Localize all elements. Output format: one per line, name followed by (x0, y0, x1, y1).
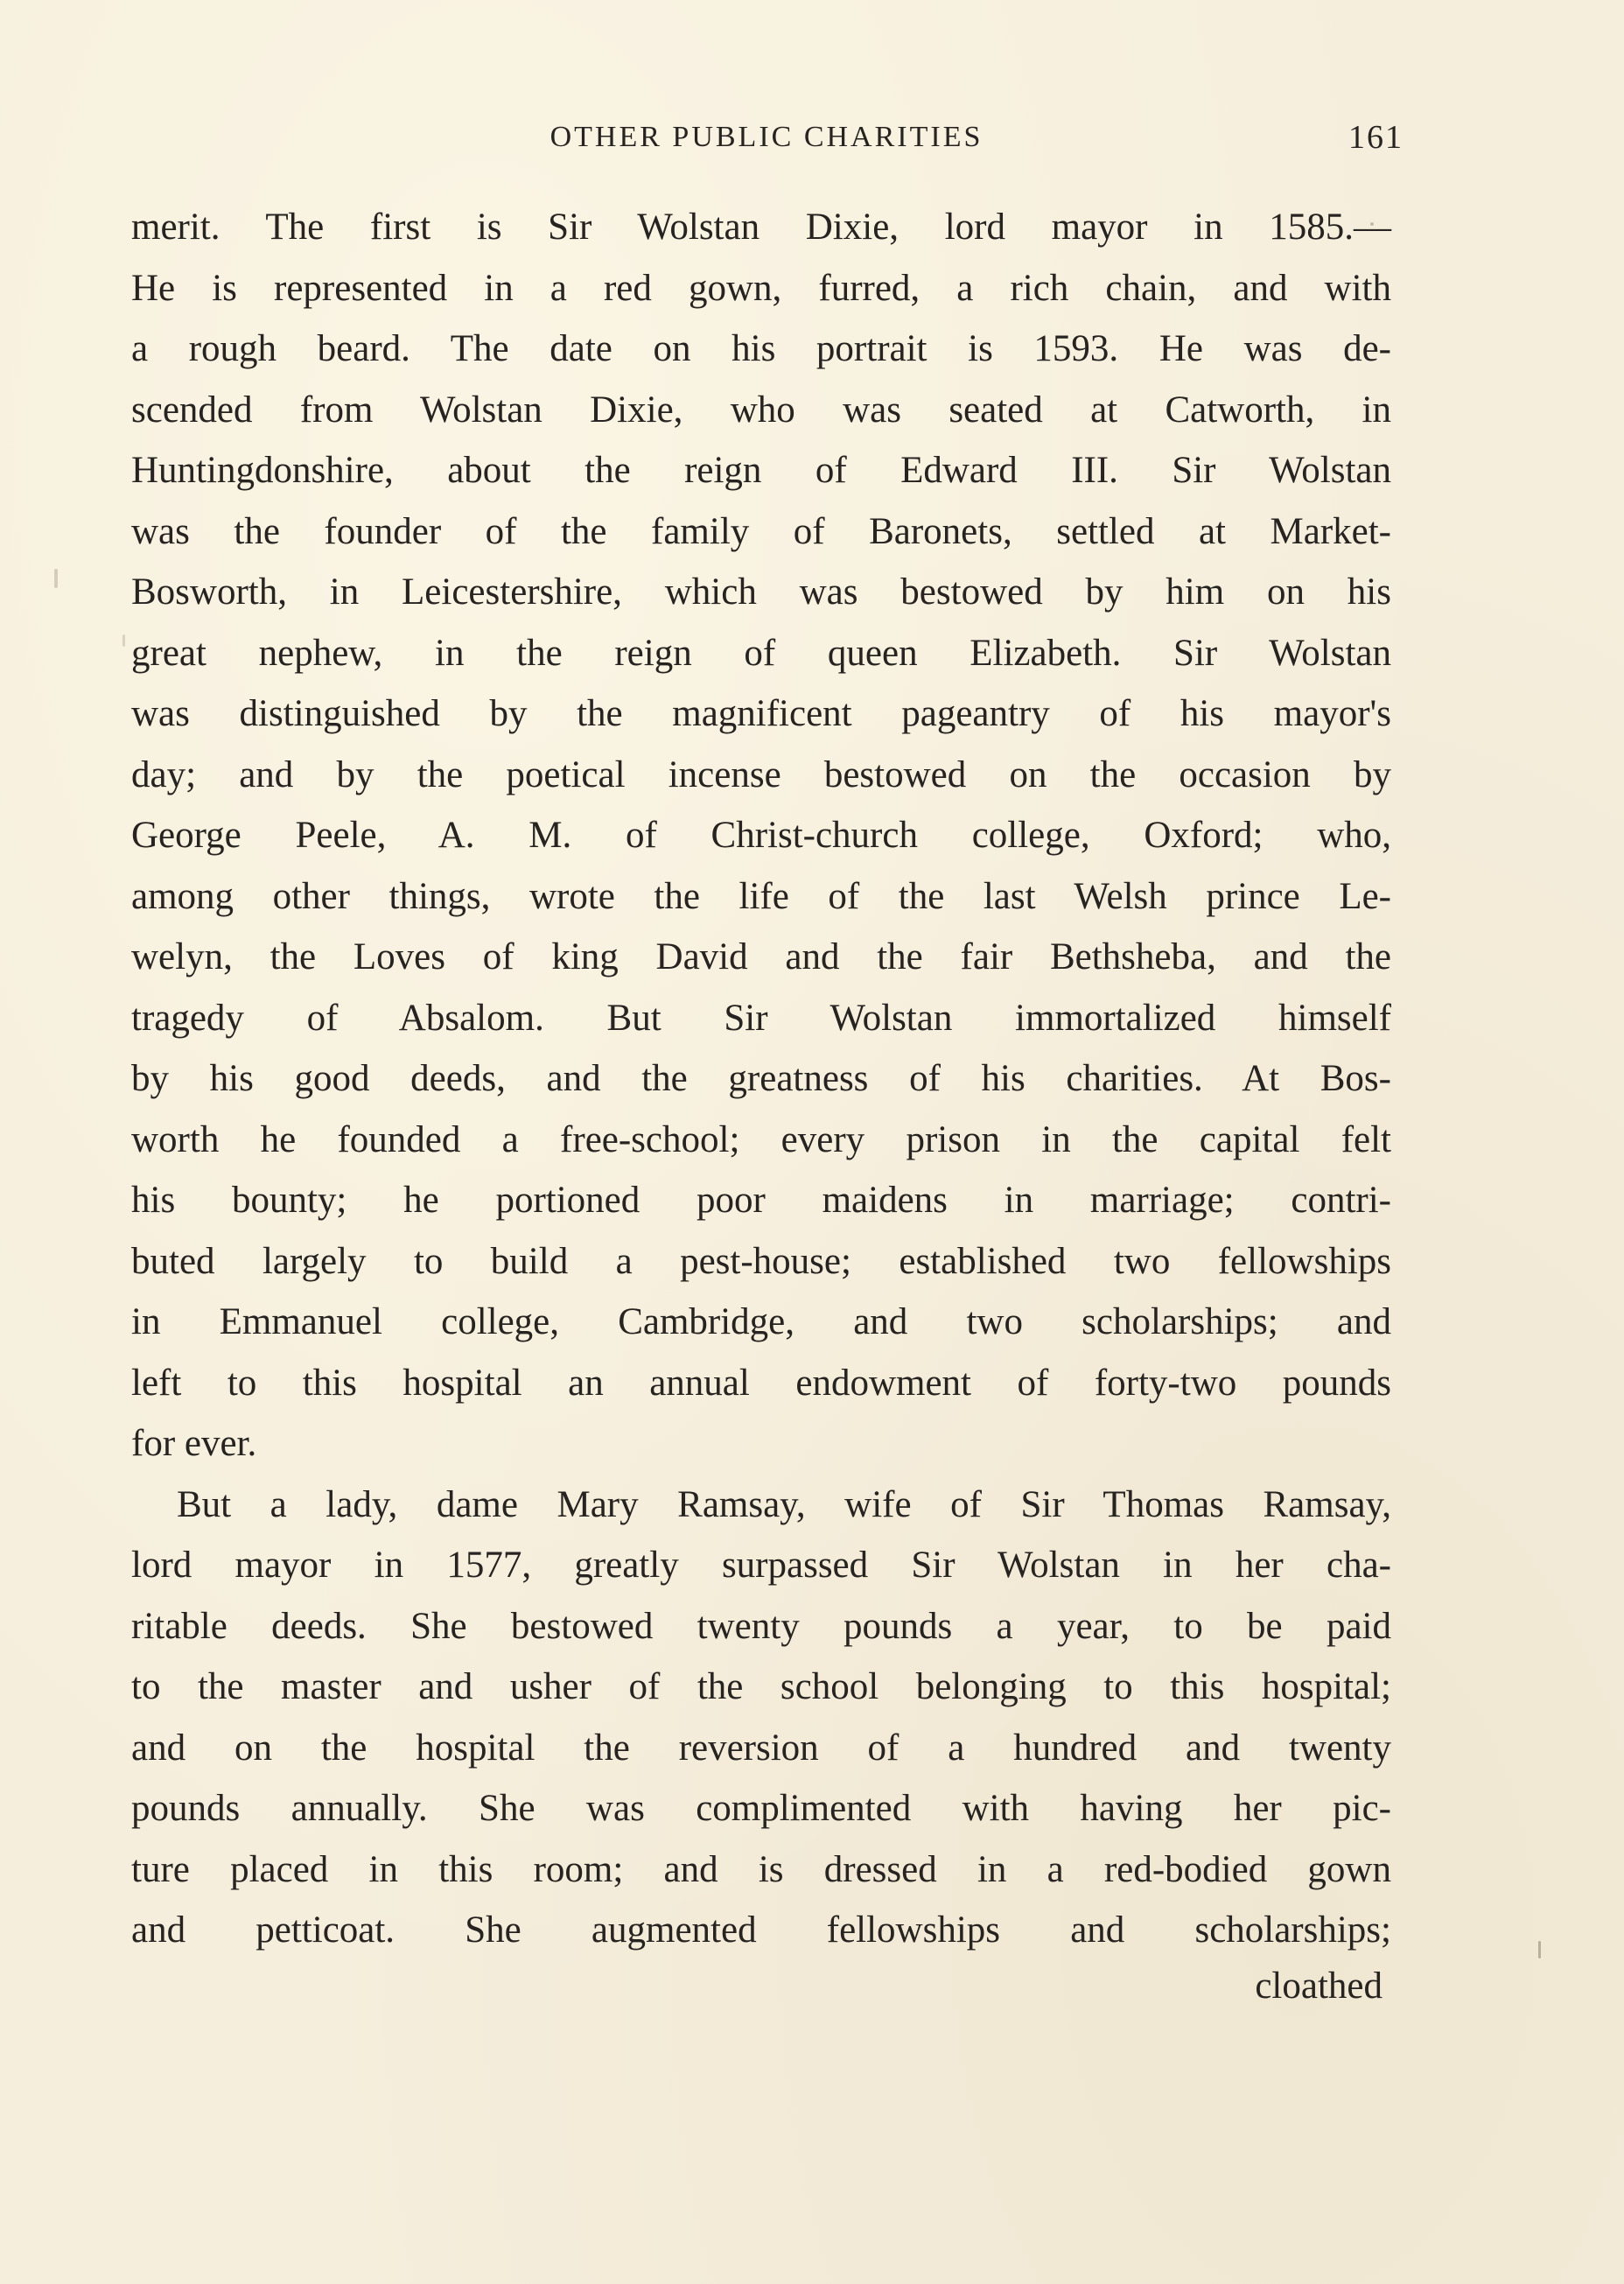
text-line: tragedy of Absalom. But Sir Wolstan immortalized himself (131, 997, 1391, 1039)
text-line: and on the hospital the reversion of a hundred and twenty (131, 1727, 1391, 1769)
text-line: welyn, the Loves of king David and the fair Bethsheba, and the (131, 936, 1391, 977)
paper-mark (122, 634, 125, 647)
text-line: But a lady, dame Mary Ramsay, wife of Sir Thomas Ramsay, (177, 1483, 1391, 1525)
catchword: cloathed (1255, 1965, 1382, 2007)
text-line: Bosworth, in Leicestershire, which was bestowed by him on his (131, 571, 1391, 613)
paper-mark (54, 569, 58, 588)
text-line: merit. The first is Sir Wolstan Dixie, lord mayor in 1585.— (131, 207, 1391, 248)
text-line: in Emmanuel college, Cambridge, and two scholarships; and (131, 1301, 1391, 1342)
text-line: ritable deeds. She bestowed twenty pounds a year, to be paid (131, 1605, 1391, 1647)
text-line: buted largely to build a pest-house; established two fellowships (131, 1240, 1391, 1282)
text-line: left to this hospital an annual endowment of forty-two pounds (131, 1362, 1391, 1404)
text-line: was the founder of the family of Baronets, settled at Market- (131, 510, 1391, 552)
body-text (131, 197, 1391, 1961)
text-line: a rough beard. The date on his portrait is 1593. He was de- (131, 328, 1391, 369)
text-line: pounds annually. She was complimented with having her pic- (131, 1788, 1391, 1829)
paper-mark (1370, 222, 1374, 226)
text-line: ture placed in this room; and is dressed in a red-bodied gown (131, 1848, 1391, 1890)
text-line: to the master and usher of the school belonging to this hospital; (131, 1666, 1391, 1707)
text-line: was distinguished by the magnificent pageantry of his mayor's (131, 693, 1391, 734)
text-line: worth he founded a free-school; every prison in the capital felt (131, 1118, 1391, 1160)
text-line: scended from Wolstan Dixie, who was seated at Catworth, in (131, 389, 1391, 431)
text-line: Huntingdonshire, about the reign of Edward III. Sir Wolstan (131, 450, 1391, 491)
text-line: George Peele, A. M. of Christ-church college, Oxford; who, (131, 815, 1391, 856)
paper-mark (1538, 1941, 1541, 1958)
page-number: 161 (1348, 119, 1404, 156)
running-title: OTHER PUBLIC CHARITIES (550, 121, 984, 153)
text-line: great nephew, in the reign of queen Elizabeth. Sir Wolstan (131, 632, 1391, 674)
text-line: He is represented in a red gown, furred, a rich chain, and with (131, 267, 1391, 309)
text-line: day; and by the poetical incense bestowed on the occasion by (131, 753, 1391, 795)
text-line: and petticoat. She augmented fellowships and scholarships; (131, 1909, 1391, 1951)
text-line: lord mayor in 1577, greatly surpassed Sir Wolstan in her cha- (131, 1545, 1391, 1586)
text-line: by his good deeds, and the greatness of his charities. At Bos- (131, 1058, 1391, 1099)
text-line: for ever. (131, 1423, 257, 1464)
text-line: his bounty; he portioned poor maidens in marriage; contri- (131, 1180, 1391, 1221)
running-head (130, 116, 1404, 159)
text-line: among other things, wrote the life of the last Welsh prince Le- (131, 875, 1391, 917)
